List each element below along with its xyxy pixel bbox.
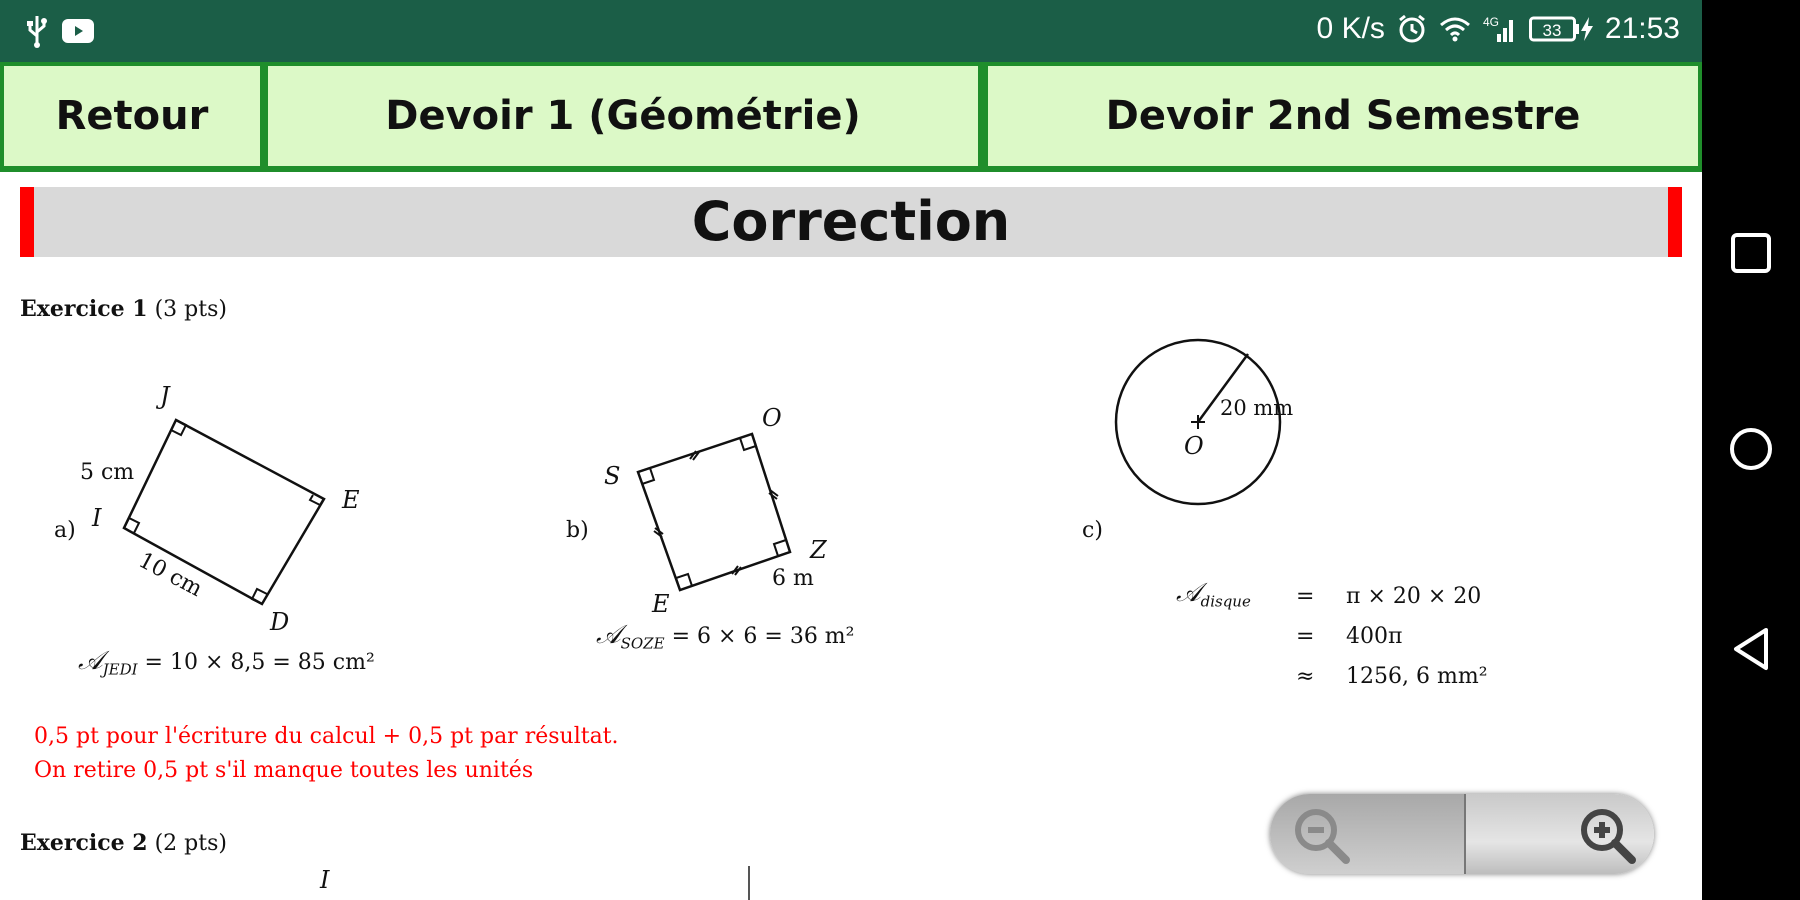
vertex-i: I xyxy=(92,504,102,532)
figure-circle xyxy=(1116,340,1280,504)
navigation-bar xyxy=(1702,0,1800,900)
exercise-2-points: (2 pts) xyxy=(154,831,227,856)
disque-line-1 xyxy=(1296,584,1481,609)
exercise-1-figures xyxy=(0,172,1702,900)
label-c: c) xyxy=(1082,518,1103,543)
recents-icon[interactable] xyxy=(1728,230,1774,276)
area-soze-formula: = 6 × 6 = 36 m² xyxy=(671,624,855,649)
area-disque-sub: disque xyxy=(1200,592,1251,611)
exercise-2-title: Exercice 2 xyxy=(20,830,148,856)
top-toolbar xyxy=(0,62,1702,172)
vertex-z: Z xyxy=(810,536,827,564)
exercise-2-figure-label: I xyxy=(320,866,330,894)
exercise-2-divider xyxy=(748,866,750,900)
exercise-1-points: (3 pts) xyxy=(154,297,227,322)
vertex-e: E xyxy=(342,486,360,514)
status-bar xyxy=(0,0,1702,62)
youtube-icon xyxy=(62,19,94,43)
usb-icon xyxy=(26,14,48,48)
battery-indicator xyxy=(1529,15,1593,43)
clock: 21:53 xyxy=(1604,12,1680,45)
area-soze-sub: SOZE xyxy=(620,634,665,653)
home-icon[interactable] xyxy=(1728,426,1774,472)
alarm-icon xyxy=(1397,14,1427,44)
disque-line-3 xyxy=(1296,664,1488,689)
battery-level: 33 xyxy=(1542,21,1562,40)
charging-icon xyxy=(1581,17,1593,41)
vertex-j: J xyxy=(160,382,170,410)
tab-devoir-1[interactable]: Devoir 1 (Géométrie) xyxy=(268,66,978,166)
area-soze: 𝒜$_{SOZE}$ = 6 × 6 = 36 m² xyxy=(596,620,855,653)
center-o: O xyxy=(1184,432,1204,460)
grading-note-1: 0,5 pt pour l'écriture du calcul + 0,5 pt par résultat. xyxy=(34,724,619,749)
svg-text:4G: 4G xyxy=(1482,15,1499,29)
side-label-10cm: 10 cm xyxy=(134,548,207,603)
zoom-in-button[interactable] xyxy=(1466,794,1654,874)
vertex-s: S xyxy=(604,462,621,490)
section-banner: Correction xyxy=(20,187,1682,257)
area-jedi-sub: JEDI xyxy=(102,660,138,679)
back-button[interactable]: Retour xyxy=(4,66,260,166)
zoom-out-button[interactable] xyxy=(1270,794,1464,874)
disque-expr-2: 400π xyxy=(1346,624,1403,649)
exercise-2-heading xyxy=(20,830,227,856)
side-label-6m: 6 m xyxy=(772,566,814,591)
area-disque: 𝒜$_{disque}$ xyxy=(1176,578,1251,611)
disque-expr-1: π × 20 × 20 xyxy=(1346,584,1482,609)
zoom-in-icon xyxy=(1576,804,1640,868)
disque-line-2 xyxy=(1296,624,1402,649)
figure-square-soze xyxy=(638,434,790,590)
label-b: b) xyxy=(566,518,589,543)
vertex-o: O xyxy=(762,404,782,432)
tab-devoir-2nd-semestre[interactable]: Devoir 2nd Semestre xyxy=(988,66,1698,166)
grading-note-2: On retire 0,5 pt s'il manque toutes les unités xyxy=(34,758,534,783)
area-jedi-formula: = 10 × 8,5 = 85 cm² xyxy=(144,650,375,675)
wifi-icon xyxy=(1439,15,1471,43)
vertex-d: D xyxy=(270,608,290,636)
radius-label: 20 mm xyxy=(1220,396,1294,420)
vertex-e2: E xyxy=(652,590,670,618)
exercise-1-title: Exercice 1 xyxy=(20,296,148,322)
signal-icon xyxy=(1483,14,1517,44)
disque-op-2: = xyxy=(1296,624,1315,649)
side-label-5cm: 5 cm xyxy=(80,460,135,485)
document-view[interactable] xyxy=(0,172,1702,900)
battery-icon xyxy=(1529,15,1581,43)
network-speed: 0 K/s xyxy=(1316,12,1385,45)
zoom-control xyxy=(1270,794,1654,874)
back-nav-icon[interactable] xyxy=(1728,626,1774,672)
zoom-out-icon xyxy=(1290,804,1354,868)
disque-op-1: = xyxy=(1296,584,1315,609)
disque-op-3: ≈ xyxy=(1296,664,1315,689)
label-a: a) xyxy=(54,518,76,543)
area-jedi: 𝒜$_{JEDI}$ = 10 × 8,5 = 85 cm² xyxy=(78,646,375,679)
disque-expr-3: 1256, 6 mm² xyxy=(1346,664,1488,689)
